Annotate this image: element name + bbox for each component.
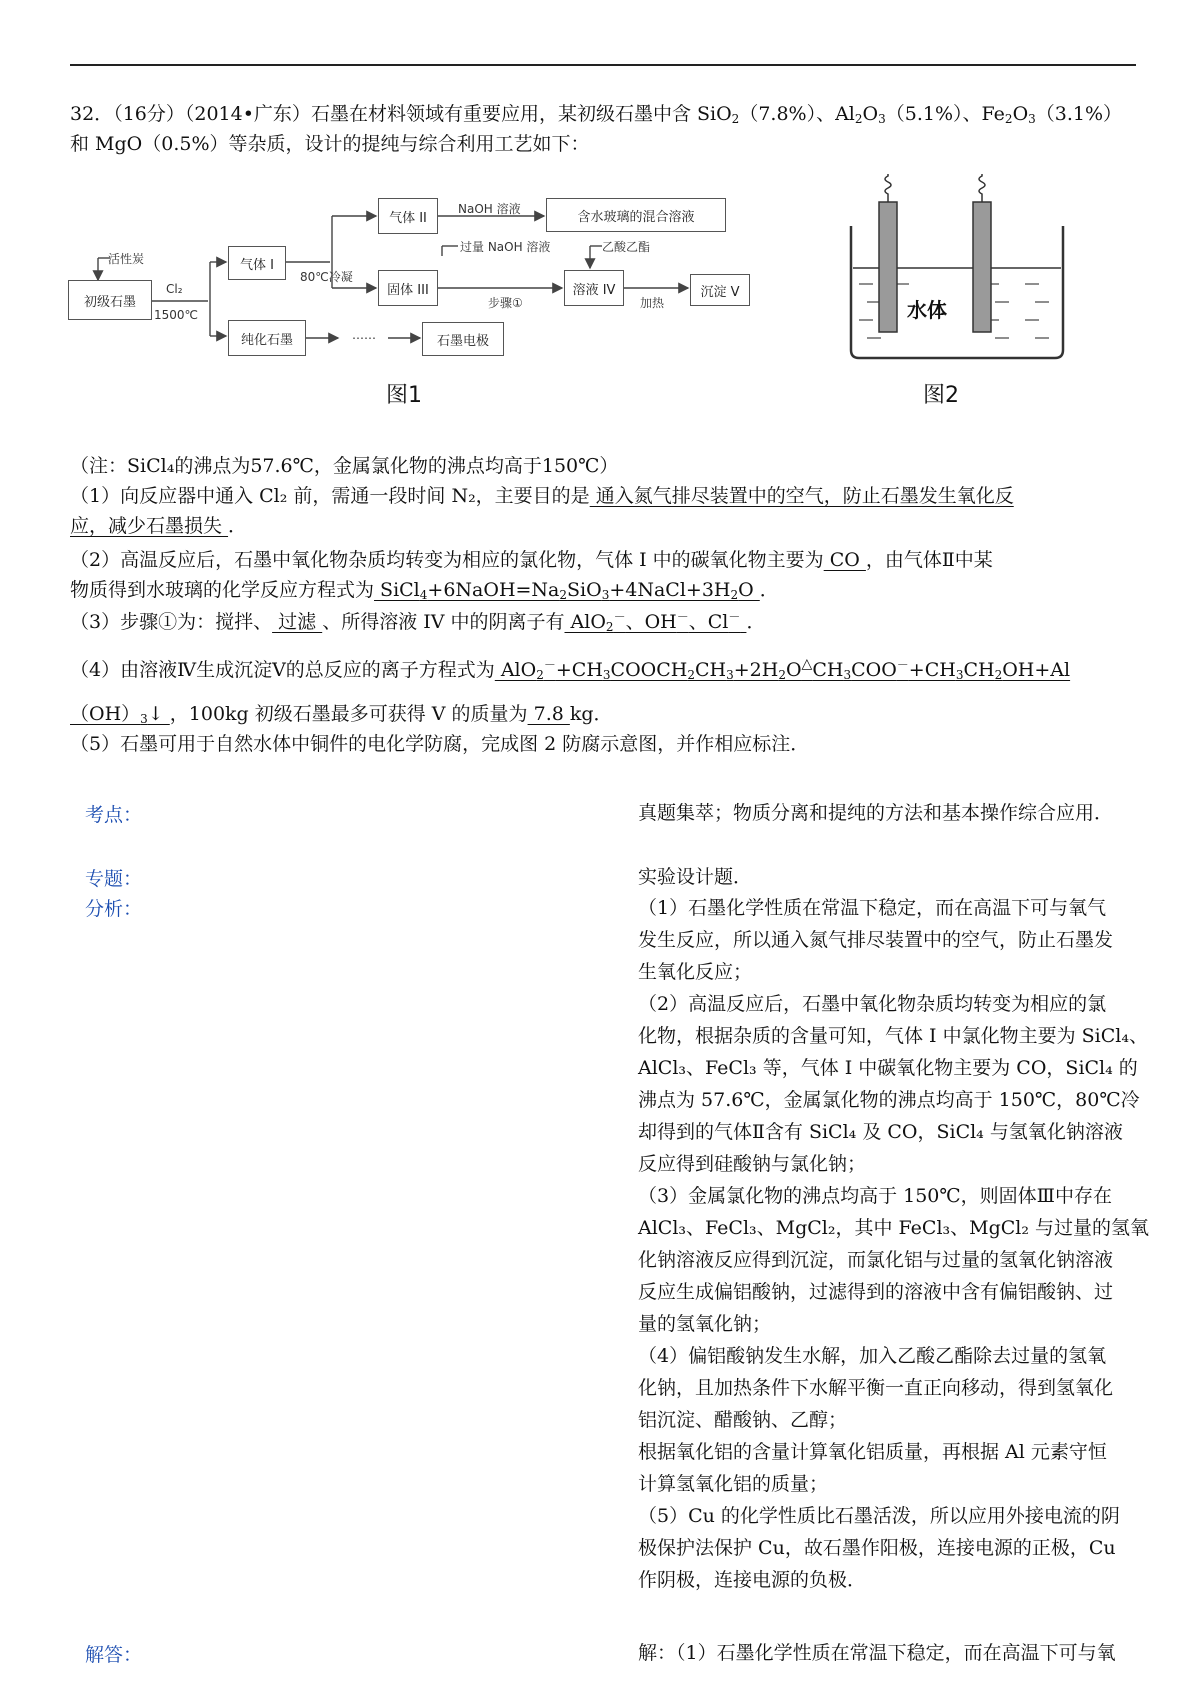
analysis-line: 发生反应，所以通入氮气排尽装置中的空气，防止石墨发 bbox=[638, 929, 1114, 951]
q2-line1: （2）高温反应后，石墨中氧化物杂质均转变为相应的氯化物，气体 I 中的碳氧化物主要为 CO ，由气体Ⅱ中某 bbox=[70, 549, 993, 571]
box-graphite-electrode: 石墨电极 bbox=[422, 322, 504, 356]
q3-line: （3）步骤①为：搅拌、 过滤 、所得溶液 IV 中的阴离子有 AlO$_2$－、OH－、Cl－ ． bbox=[70, 610, 766, 634]
note-line: （注：SiCl₄的沸点为57.6℃，金属氯化物的沸点均高于150℃） bbox=[70, 455, 619, 477]
analysis-line: 却得到的气体Ⅱ含有 SiCl₄ 及 CO，SiCl₄ 与氢氧化钠溶液 bbox=[638, 1121, 1123, 1143]
figure-2-apparatus bbox=[845, 168, 1085, 418]
zhuanti-label: 专题： bbox=[85, 868, 143, 890]
analysis-line: AlCl₃、FeCl₃、MgCl₂，其中 FeCl₃、MgCl₂ 与过量的氢氧 bbox=[638, 1217, 1150, 1239]
figure-1-flowchart bbox=[70, 188, 770, 418]
analysis-line: 反应生成偏铝酸钠，过滤得到的溶液中含有偏铝酸钠、过 bbox=[638, 1281, 1114, 1303]
header-rule bbox=[70, 64, 1136, 66]
question-stem-line2: 和 MgO（0.5%）等杂质，设计的提纯与综合利用工艺如下： bbox=[70, 133, 590, 155]
analysis-line: 化钠，且加热条件下水解平衡一直正向移动，得到氢氧化 bbox=[638, 1377, 1114, 1399]
figure-2-caption: 图2 bbox=[923, 383, 959, 408]
analysis-line: 作阴极，连接电源的负极． bbox=[638, 1569, 867, 1591]
analysis-line: 量的氢氧化钠； bbox=[638, 1313, 772, 1335]
box-gas-1: 气体 I bbox=[228, 246, 286, 280]
analysis-line: 铝沉淀、醋酸钠、乙醇； bbox=[638, 1409, 848, 1431]
question-stem-line1: 32．（16分）（2014•广东）石墨在材料领域有重要应用，某初级石墨中含 SiO$_2$（7.8%）、$Al_2O_3(5.1\%)$、$Fe_2O_3(3.1\%)$ bbox=[70, 103, 1123, 126]
kaodian-text: 真题集萃；物质分离和提纯的方法和基本操作综合应用． bbox=[638, 802, 1114, 824]
zhuanti-text: 实验设计题． bbox=[638, 866, 753, 888]
q4-line1: （4）由溶液Ⅳ生成沉淀Ⅴ的总反应的离子方程式为 $AlO_2^-+CH_3COOCH_2CH_3+2H_2O^\triangle CH_3COO^-+CH_3CH_2OH+Al$ bbox=[70, 656, 1071, 682]
q4-line2: $(OH)_3↓$ ，100kg 初级石墨最多可获得 V 的质量为 7.8 kg． bbox=[70, 703, 613, 726]
kaodian-label: 考点： bbox=[85, 804, 143, 826]
q2-line2: 物质得到水玻璃的化学反应方程式为 $SiCl_4+6NaOH=Na_2SiO_3+4NaCl+3H_2O$ ． bbox=[70, 579, 779, 602]
q5-line: （5）石墨可用于自然水体中铜件的电化学防腐，完成图 2 防腐示意图，并作相应标注． bbox=[70, 733, 810, 755]
analysis-line: 极保护法保护 Cu，故石墨作阳极，连接电源的正极，Cu bbox=[638, 1537, 1116, 1559]
analysis-line: 化钠溶液反应得到沉淀，而氯化铝与过量的氢氧化钠溶液 bbox=[638, 1249, 1114, 1271]
q1-line2: 应，减少石墨损失 ． bbox=[70, 515, 248, 537]
figure-2-drawing bbox=[845, 168, 1085, 368]
box-pure-graphite: 纯化石墨 bbox=[228, 320, 306, 356]
analysis-line: 化物，根据杂质的含量可知，气体 I 中氯化物主要为 SiCl₄、 bbox=[638, 1025, 1148, 1047]
analysis-line: AlCl₃、FeCl₃ 等，气体 I 中碳氧化物主要为 CO，SiCl₄ 的 bbox=[638, 1057, 1138, 1079]
label-dots: …… bbox=[352, 328, 376, 342]
figure-1-caption: 图1 bbox=[386, 383, 422, 408]
box-mixed-solution: 含水玻璃的混合溶液 bbox=[546, 198, 726, 232]
label-1500c: 1500℃ bbox=[154, 308, 199, 322]
analysis-line: （1）石墨化学性质在常温下稳定，而在高温下可与氧气 bbox=[638, 897, 1107, 919]
box-precipitate-5: 沉淀 V bbox=[690, 274, 750, 306]
analysis-line: 根据氧化铝的含量计算氧化铝质量，再根据 Al 元素守恒 bbox=[638, 1441, 1107, 1463]
label-naoh-solution: NaOH 溶液 bbox=[458, 202, 521, 216]
analysis-line: （4）偏铝酸钠发生水解，加入乙酸乙酯除去过量的氢氧 bbox=[638, 1345, 1107, 1367]
label-80c-condense: 80℃冷凝 bbox=[300, 270, 353, 284]
analysis-line: （3）金属氯化物的沸点均高于 150℃，则固体Ⅲ中存在 bbox=[638, 1185, 1112, 1207]
analysis-line: （2）高温反应后，石墨中氧化物杂质均转变为相应的氯 bbox=[638, 993, 1107, 1015]
label-heat: 加热 bbox=[640, 296, 665, 310]
jieda-text: 解：（1）石墨化学性质在常温下稳定，而在高温下可与氧 bbox=[638, 1642, 1116, 1664]
jieda-label: 解答： bbox=[85, 1644, 143, 1666]
label-excess-naoh: 过量 NaOH 溶液 bbox=[460, 240, 551, 254]
water-body-label: 水体 bbox=[907, 298, 947, 322]
analysis-line: （5）Cu 的化学性质比石墨活泼，所以应用外接电流的阴 bbox=[638, 1505, 1120, 1527]
box-solid-3: 固体 III bbox=[378, 270, 438, 306]
analysis-text bbox=[638, 892, 1168, 1596]
box-solution-4: 溶液 IV bbox=[564, 270, 624, 306]
label-ethyl-acetate: 乙酸乙酯 bbox=[602, 240, 651, 254]
box-gas-2: 气体 II bbox=[378, 198, 438, 234]
analysis-line: 沸点为 57.6℃，金属氯化物的沸点均高于 150℃，80℃冷 bbox=[638, 1089, 1140, 1111]
analysis-line: 反应得到硅酸钠与氯化钠； bbox=[638, 1153, 867, 1175]
analysis-line: 计算氢氧化铝的质量； bbox=[638, 1473, 829, 1495]
label-cl2: Cl₂ bbox=[166, 282, 183, 296]
q1-line1: （1）向反应器中通入 Cl₂ 前，需通一段时间 N₂，主要目的是 通入氮气排尽装置中的空气，防止石墨发生氧化反 bbox=[70, 485, 1014, 507]
label-step-1: 步骤① bbox=[488, 296, 523, 310]
analysis-line: 生氧化反应； bbox=[638, 961, 753, 983]
label-activated-carbon: 活性炭 bbox=[108, 252, 145, 266]
box-raw-graphite: 初级石墨 bbox=[68, 280, 152, 320]
fenxi-label: 分析： bbox=[85, 898, 143, 920]
